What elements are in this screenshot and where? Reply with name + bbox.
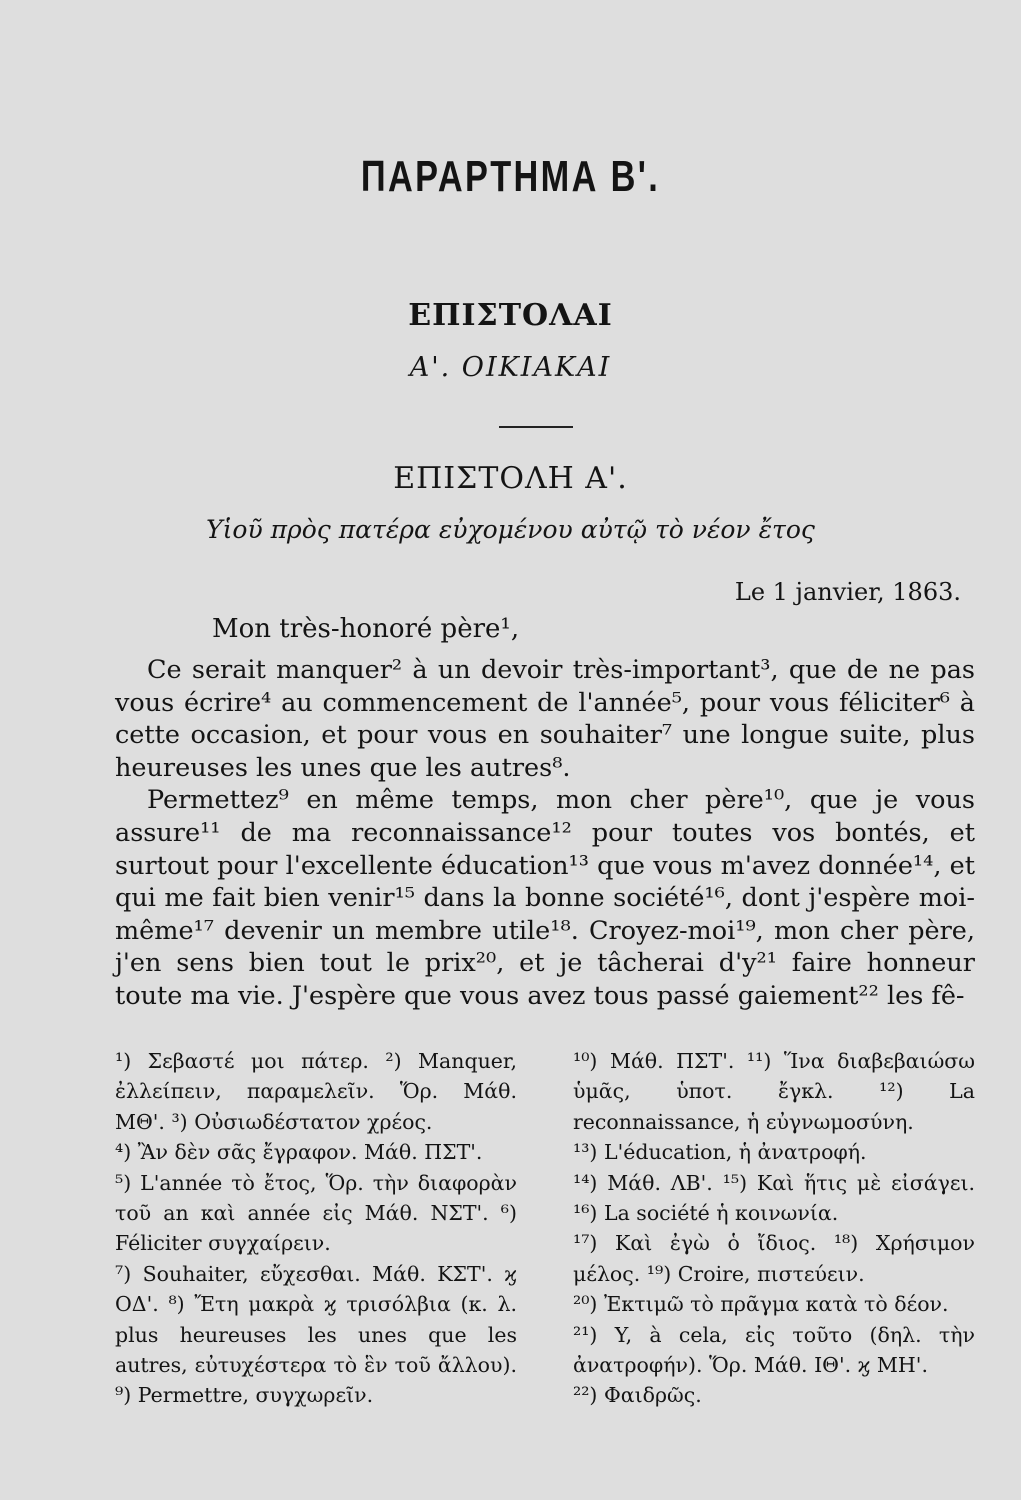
letter-salutation: Mon très-honoré père¹,: [212, 614, 520, 644]
divider-rule: [499, 426, 573, 428]
footnote: ²⁰) Ἐκτιμῶ τὸ πρᾶγμα κατὰ τὸ δέον.: [573, 1292, 949, 1317]
letter-body: [115, 654, 975, 1013]
body-paragraph: Ce serait manquer² à un devoir très-important³, que de ne pas vous écrire⁴ au commencement de l'année⁵, pour vous féliciter⁶ à cette occasion, et pour vous en souhaiter⁷ une longue suite, plus heureuses les unes que les autres⁸.: [115, 655, 975, 783]
body-paragraph: Permettez⁹ en même temps, mon cher père¹⁰, que je vous assure¹¹ de ma reconnaissance¹² pour toutes vos bontés, et surtout pour l'excellente éducation¹³ que vous m'avez donnée¹⁴, et qui me fait bien venir¹⁵ dans la bonne société¹⁶, dont j'espère moi-même¹⁷ devenir un membre utile¹⁸. Croyez-moi¹⁹, mon cher père, j'en sens bien tout le prix²⁰, et je tâcherai d'y²¹ faire honneur toute ma vie. J'espère que vous avez tous passé gaiement²² les fê-: [115, 785, 975, 1011]
footnote: ⁵) L'année τὸ ἔτος, Ὅρ. τὴν διαφορὰν τοῦ an καὶ année εἰς Μάθ. ΝΣΤ'. ⁶) Féliciter συγχαίρειν.: [115, 1170, 517, 1256]
letter-date: Le 1 janvier, 1863.: [734, 578, 961, 606]
letter-subheading: Υἱοῦ πρὸς πατέρα εὐχομένου αὐτῷ τὸ νέον ἔτος: [206, 515, 815, 544]
footnotes-right-column: [573, 1046, 975, 1411]
footnote: ¹) Σεβαστέ μοι πάτερ. ²) Manquer, ἐλλείπειν, παραμελεῖν. Ὅρ. Μάθ. ΜΘ'. ³) Οὐσιωδέστατον χρέος.: [115, 1049, 517, 1134]
footnote: ⁷) Souhaiter, εὔχεσθαι. Μάθ. ΚΣΤ'. ϗ ΟΔ'. ⁸) Ἔτη μακρὰ ϗ τρισόλβια (κ. λ. plus heureuses les unes que les autres, εὐτυχέστερα τὸ ἓν τοῦ ἄλλου). ⁹) Permettre, συγχωρεῖν.: [115, 1261, 517, 1408]
footnote: ¹⁰) Μάθ. ΠΣΤ'. ¹¹) Ἵνα διαβεβαιώσω ὑμᾶς, ὑποτ. ἔγκλ. ¹²) La reconnaissance, ἡ εὐγνωμοσύνη.: [573, 1049, 975, 1134]
footnote: ¹³) L'éducation, ἡ ἀνατροφή.: [573, 1140, 867, 1165]
subsection-heading: Α'. ΟΙΚΙΑΚΑΙ: [409, 352, 612, 383]
footnote: ²²) Φαιδρῶς.: [573, 1383, 702, 1408]
appendix-heading: ΠΑΡΑΡΤΗΜΑ Β'.: [360, 152, 661, 201]
footnotes-left-column: [115, 1046, 517, 1411]
section-heading: ΕΠΙΣΤΟΛΑΙ: [408, 298, 613, 333]
footnote: ²¹) Y, à cela, εἰς τοῦτο (δηλ. τὴν ἀνατροφήν). Ὅρ. Μάθ. ΙΘ'. ϗ ΜΗ'.: [573, 1322, 975, 1378]
footnote: ⁴) Ἂν δὲν σᾶς ἔγραφον. Μάθ. ΠΣΤ'.: [115, 1140, 483, 1165]
footnote: ¹⁷) Καὶ ἐγὼ ὁ ἴδιος. ¹⁸) Χρήσιμον μέλος. ¹⁹) Croire, πιστεύειν.: [573, 1231, 975, 1286]
letter-heading: ΕΠΙΣΤΟΛΗ Α'.: [393, 461, 628, 496]
footnote: ¹⁴) Μάθ. ΛΒ'. ¹⁵) Καὶ ἥτις μὲ εἰσάγει. ¹⁶) La société ἡ κοινωνία.: [573, 1170, 975, 1226]
footnotes: [115, 1046, 975, 1411]
